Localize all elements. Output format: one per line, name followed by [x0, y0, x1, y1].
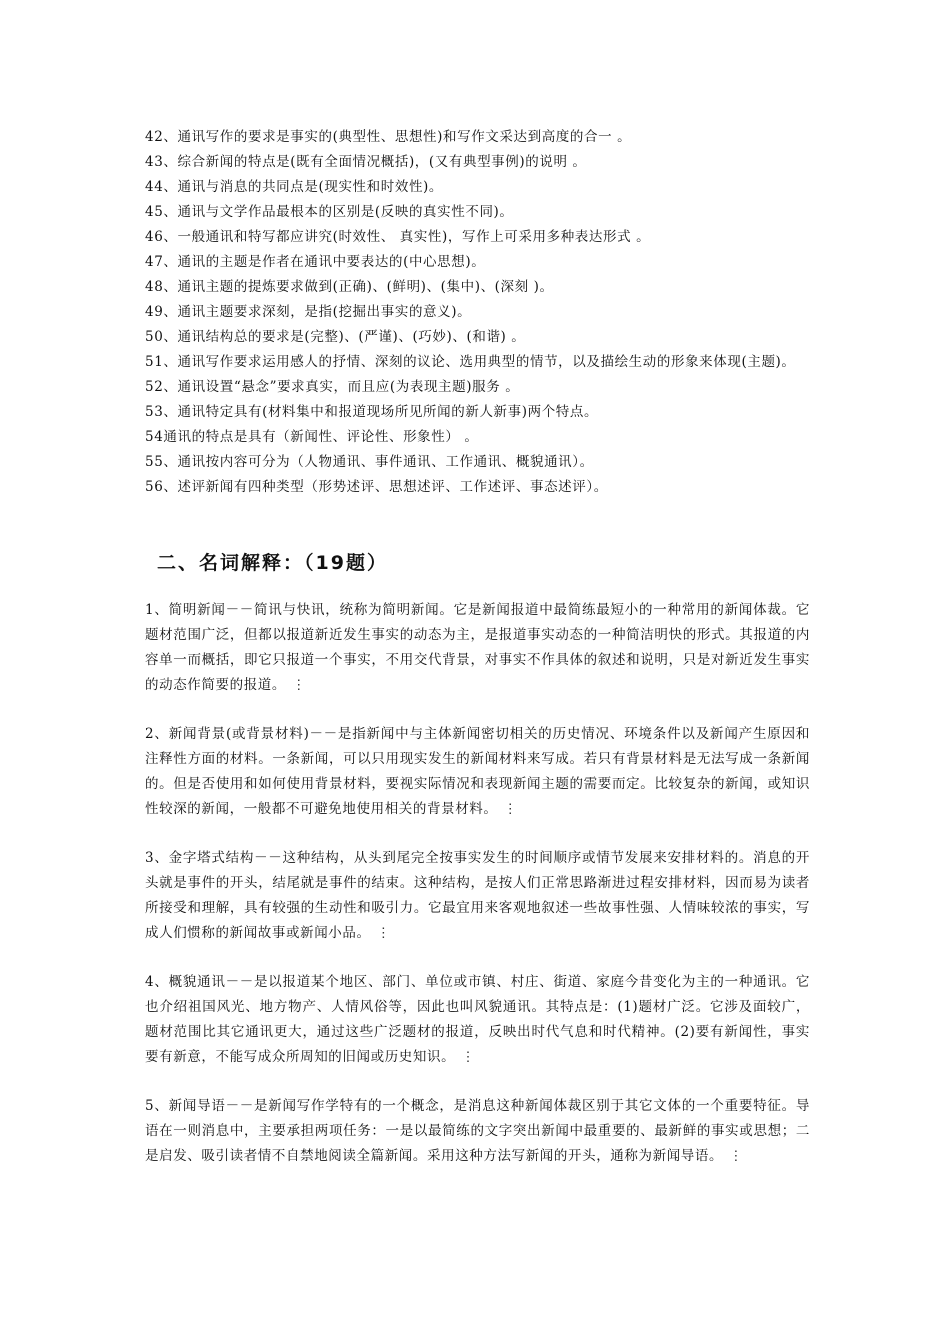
term-text: 5、新闻导语－－是新闻写作学特有的一个概念，是消息这种新闻体裁区别于其它文体的一个重要特征。导语在一则消息中，主要承担两项任务：一是以最简练的文字突出新闻中最重要的、最新鲜的事实或思想；二是启发、吸引读者情不自禁地阅读全篇新闻。采用这种方法写新闻的开头，通称为新闻导语。 — [145, 1098, 810, 1164]
term-text: 1、简明新闻－－简讯与快讯，统称为简明新闻。它是新闻报道中最简练最短小的一种常用的新闻体裁。它题材范围广泛，但都以报道新近发生事实的动态为主，是报道事实动态的一种简洁明快的形式。其报道的内容单一而概括，即它只报道一个事实，不用交代背景，对事实不作具体的叙述和说明，只是对新近发生事实的动态作简要的报道。 — [145, 602, 810, 693]
term-paragraph — [145, 1094, 810, 1169]
qa-item: 52、通讯设置“悬念”要求真实，而且应(为表现主题)服务 。 — [145, 379, 520, 395]
term-text: 3、金字塔式结构－－这种结构，从头到尾完全按事实发生的时间顺序或情节发展来安排材料的。消息的开头就是事件的开头，结尾就是事件的结束。这种结构，是按人们正常思路渐进过程安排材料，因而易为读者所接受和理解，具有较强的生动性和吸引力。它最宜用来客观地叙述一些故事性强、人情味较浓的事实，写成人们惯称的新闻故事或新闻小品。 — [145, 850, 810, 941]
term-paragraph — [145, 722, 810, 822]
qa-item: 56、述评新闻有四种类型（形势述评、思想述评、工作述评、事态述评）。 — [145, 479, 608, 495]
term-definitions — [145, 598, 810, 1193]
qa-item: 49、通讯主题要求深刻，是指(挖掘出事实的意义)。 — [145, 304, 472, 320]
qa-item: 51、通讯写作要求运用感人的抒情、深刻的议论、选用典型的情节，以及描绘生动的形象来体现(主题)。 — [145, 354, 796, 370]
vertical-ellipsis-icon: ⋮ — [503, 801, 518, 817]
term-paragraph — [145, 598, 810, 698]
vertical-ellipsis-icon: ⋮ — [729, 1148, 744, 1164]
section-heading: 二、名词解释：（19题） — [157, 552, 388, 574]
qa-item: 48、通讯主题的提炼要求做到(正确)、(鲜明)、(集中)、(深刻 )。 — [145, 279, 554, 295]
qa-item: 50、通讯结构总的要求是(完整)、(严谨)、(巧妙)、(和谐) 。 — [145, 329, 526, 345]
vertical-ellipsis-icon: ⋮ — [292, 677, 307, 693]
qa-item: 54通讯的特点是具有（新闻性、评论性、形象性） 。 — [145, 429, 479, 445]
qa-item: 47、通讯的主题是作者在通讯中要表达的(中心思想)。 — [145, 254, 486, 270]
vertical-ellipsis-icon: ⋮ — [376, 925, 391, 941]
term-paragraph — [145, 846, 810, 946]
term-text: 4、概貌通讯－－是以报道某个地区、部门、单位或市镇、村庄、街道、家庭今昔变化为主的一种通讯。它也介绍祖国风光、地方物产、人情风俗等，因此也叫风貌通讯。其特点是：(1)题材广泛。它涉及面较广，题材范围比其它通讯更大，通过这些广泛题材的报道，反映出时代气息和时代精神。(2)要有新闻性，事实要有新意，不能写成众所周知的旧闻或历史知识。 — [145, 974, 810, 1065]
fill-in-answer-list — [145, 125, 810, 500]
qa-item: 55、通讯按内容可分为（人物通讯、事件通讯、工作通讯、概貌通讯）。 — [145, 454, 594, 470]
qa-item: 42、通讯写作的要求是事实的(典型性、思想性)和写作文采达到高度的合一 。 — [145, 129, 632, 145]
term-paragraph — [145, 970, 810, 1070]
qa-item: 45、通讯与文学作品最根本的区别是(反映的真实性不同)。 — [145, 204, 514, 220]
qa-item: 46、一般通讯和特写都应讲究(时效性、 真实性)，写作上可采用多种表达形式 。 — [145, 229, 651, 245]
term-text: 2、新闻背景(或背景材料)－－是指新闻中与主体新闻密切相关的历史情况、环境条件以及新闻产生原因和注释性方面的材料。一条新闻，可以只用现实发生的新闻材料来写成。若只有背景材料是无法写成一条新闻的。但是否使用和如何使用背景材料，要视实际情况和表现新闻主题的需要而定。比较复杂的新闻，或知识性较深的新闻，一般都不可避免地使用相关的背景材料。 — [145, 726, 810, 817]
qa-item: 43、综合新闻的特点是(既有全面情况概括)，(又有典型事例)的说明 。 — [145, 154, 587, 170]
qa-item: 53、通讯特定具有(材料集中和报道现场所见所闻的新人新事)两个特点。 — [145, 404, 599, 420]
qa-item: 44、通讯与消息的共同点是(现实性和时效性)。 — [145, 179, 444, 195]
vertical-ellipsis-icon: ⋮ — [461, 1049, 476, 1065]
